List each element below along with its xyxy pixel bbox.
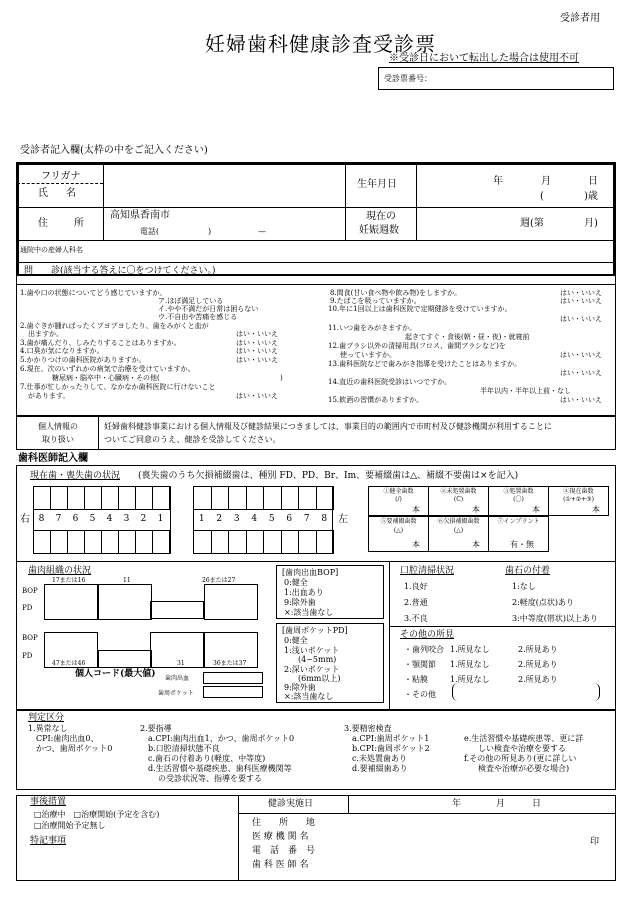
obgyn-label: 通院中の産婦人科名 <box>20 246 83 254</box>
exam-date-field[interactable] <box>352 797 612 812</box>
tooth-cell-upper-left[interactable] <box>316 486 335 510</box>
tooth-number-left: 1 <box>198 514 205 524</box>
count-label: ⑥欠損補綴歯数 <box>437 518 480 525</box>
judgment-heading: 判定区分 <box>28 713 65 723</box>
question-8: 8.間食(甘い食べ物や飲み物)をしますか。 <box>330 289 462 297</box>
right-side-label: 右 <box>20 514 30 525</box>
phone-dash: — <box>258 227 266 236</box>
perio-cell-upper[interactable] <box>150 601 204 619</box>
transfer-notice: ※受診日において転出した場合は使用不可 <box>389 53 579 64</box>
judgment-detail-exam-item: 検査や治療が必要な場合) <box>478 764 570 773</box>
ticket-number-label: 受診票番号： <box>384 74 432 83</box>
tooth-cell-lower-right[interactable] <box>101 530 119 554</box>
address-label: 住 所 <box>38 218 92 229</box>
count-sublabel: (〇) <box>513 496 524 503</box>
tooth-cell-lower-left[interactable] <box>246 530 265 554</box>
pd-legend-item: (4~5mm) <box>298 655 337 664</box>
count-label: ⑤要補綴歯数 <box>380 518 417 525</box>
perio-row-label: PD <box>22 604 33 612</box>
age-suffix: )歳 <box>584 191 598 202</box>
perio-row-label: PD <box>22 652 33 660</box>
answer-q12[interactable]: はい・いいえ <box>560 351 602 359</box>
clinic-info-field[interactable] <box>340 816 580 876</box>
tooth-number-left: 7 <box>303 514 310 524</box>
count-label: ⑦インプラント <box>497 518 540 525</box>
judgment-normal-item[interactable]: 1.異常なし <box>28 724 68 733</box>
questionnaire-heading: 問 診(該当する答えに〇をつけてください。) <box>24 266 216 276</box>
pd-legend-item: ×:該当歯なし <box>284 692 334 701</box>
bop-legend-title: [歯肉出血BOP] <box>282 568 339 577</box>
question-10: 10.年に1回以上は歯科医院で定期健診を受けていますか。 <box>328 305 512 313</box>
answer-q2[interactable]: はい・いいえ <box>236 330 278 338</box>
birthdate-month-label: 月 <box>541 176 551 187</box>
tooth-cell-upper-left[interactable] <box>263 486 282 510</box>
judgment-guidance-item: c.歯石の付着あり(軽度、中等度) <box>148 754 266 763</box>
question-1-option-b[interactable]: イ.やや不満だが日常は困らない <box>158 305 259 313</box>
calculus-heading: 歯石の付着 <box>505 566 551 576</box>
tooth-number-left: 2 <box>216 514 223 524</box>
privacy-text-1: 妊婦歯科健診事業における個人情報及び健診結果につきましては、事業目的の範囲内で市町村及び健診機関が利用することに <box>104 422 552 431</box>
other-finding-label: ・その他 <box>404 690 436 699</box>
form-title: 妊婦歯科健康診査受診票 <box>205 32 436 56</box>
tooth-cell-lower-right[interactable] <box>84 530 102 554</box>
question-3: 3.歯が痛んだり、しみたりすることはありますか。 <box>20 339 181 347</box>
bop-legend-item: 9:除外歯 <box>284 598 316 607</box>
cleaning-option[interactable]: 2.普通 <box>404 598 428 607</box>
tooth-cell-lower-left[interactable] <box>228 530 247 554</box>
tooth-cell-upper-right[interactable] <box>84 486 102 510</box>
count-sublabel: (△) <box>393 527 404 534</box>
exam-day-label: 日 <box>532 799 542 809</box>
tooth-cell-upper-right[interactable] <box>33 486 51 510</box>
question-9: 9.たばこを吸っていますか。 <box>330 297 421 305</box>
judgment-detail-exam-item: b.CPI:歯周ポケット2 <box>352 744 430 753</box>
question-11: 11.いつ歯をみがきますか。 <box>328 324 417 332</box>
judgment-detail-exam-item: d.要補綴歯あり <box>352 764 408 773</box>
calculus-option[interactable]: 3:中等度(帯状)以上あり <box>512 614 599 623</box>
answer-q13[interactable]: はい・いいえ <box>560 369 602 377</box>
tooth-cell-lower-right[interactable] <box>33 530 51 554</box>
tooth-cell-lower-right[interactable] <box>118 530 136 554</box>
question-4: 4.口臭が気になりますか。 <box>20 347 104 355</box>
perio-label-lower-center: 31 <box>177 660 185 667</box>
count-sublabel: (/) <box>395 496 402 503</box>
answer-q3[interactable]: はい・いいえ <box>236 339 278 347</box>
perio-heading: 歯肉組織の状況 <box>28 566 92 576</box>
bop-legend-item: ×:該当歯なし <box>284 608 334 617</box>
birthdate-day-label: 日 <box>588 176 598 187</box>
judgment-detail-exam-item[interactable]: 3.要精密検査 <box>344 724 392 733</box>
judgment-guidance-item[interactable]: 2.要指導 <box>140 724 172 733</box>
followup-heading: 事後措置 <box>30 797 67 807</box>
judgment-guidance-item: a.CPI:歯肉出血1、かつ、歯周ポケット0 <box>148 734 295 743</box>
count-unit: 本 <box>472 505 480 514</box>
tooth-number-left: 6 <box>286 514 293 524</box>
furigana-label: フリガナ <box>41 171 81 182</box>
pd-legend-item: 9:除外歯 <box>284 683 316 692</box>
count-unit: 有・無 <box>510 540 534 549</box>
count-label: ③処置歯数 <box>503 488 534 495</box>
gingival-bleeding-label: 歯肉出血 <box>165 675 190 682</box>
tooth-number-left: 3 <box>233 514 240 524</box>
tooth-number-right: 7 <box>55 514 62 524</box>
exam-date-label: 健診実施日 <box>268 799 314 809</box>
perio-cell-upper[interactable] <box>44 584 98 620</box>
tooth-number-right: 1 <box>157 514 164 524</box>
seal-label: 印 <box>590 837 600 847</box>
perio-label-lower-left: 36または37 <box>213 660 247 667</box>
perio-cell-lower[interactable] <box>150 632 204 668</box>
judgment-detail-exam-item: c.未処置歯あり <box>352 754 408 763</box>
clinic-address-label: 住 所 地 <box>252 818 316 828</box>
perio-cell-upper[interactable] <box>98 584 152 620</box>
exam-month-label: 月 <box>496 799 506 809</box>
perio-label-upper-right: 17または16 <box>52 577 86 584</box>
tooth-cell-upper-right[interactable] <box>152 486 170 510</box>
tooth-cell-upper-left[interactable] <box>246 486 265 510</box>
question-5: 5.かかりつけの歯科医院がありますか。 <box>20 356 146 364</box>
phone-field[interactable] <box>165 226 205 238</box>
answer-q15[interactable]: はい・いいえ <box>560 396 602 404</box>
bop-legend-item: 1:出血あり <box>284 588 324 597</box>
answer-q5[interactable]: はい・いいえ <box>236 356 278 364</box>
tooth-cell-upper-right[interactable] <box>50 486 68 510</box>
tooth-number-left: 4 <box>251 514 258 524</box>
dentist-section-heading: 歯科医師記入欄 <box>18 453 88 464</box>
count-sublabel: (①+②+③) <box>563 496 594 503</box>
left-side-label: 左 <box>338 514 348 525</box>
count-label: ①健全歯数 <box>383 488 414 495</box>
judgment-detail-exam-item: e.生活習慣や基礎疾患等、更に詳 <box>464 734 584 743</box>
question-12: 12.歯ブラシ以外の清掃用具(フロス、歯間ブラシなど)を <box>328 342 506 350</box>
tooth-number-right: 3 <box>123 514 130 524</box>
question-13: 13.歯科医院などで歯みがき指導を受けたことはありますか。 <box>328 360 522 368</box>
other-findings-heading: その他の所見 <box>400 630 455 640</box>
cleaning-heading: 口腔清掃状況 <box>400 566 455 576</box>
tooth-cell-upper-left[interactable] <box>193 486 212 510</box>
question-7-cont: があります。 <box>28 392 70 400</box>
count-unit: 本 <box>412 505 420 514</box>
other-finding-label: ・顎関節 <box>404 660 436 669</box>
pd-legend-item: 2:深いポケット <box>284 665 340 674</box>
tooth-cell-upper-left[interactable] <box>281 486 300 510</box>
question-7: 7.仕事が忙しかったりして、なかなか歯科医院に行けないこと <box>20 383 216 391</box>
followup-option-2[interactable]: □治療開始予定無し <box>34 821 106 830</box>
tooth-cell-lower-right[interactable] <box>50 530 68 554</box>
tooth-cell-lower-left[interactable] <box>316 530 335 554</box>
age-paren-open: ( <box>540 191 544 202</box>
name-field[interactable] <box>106 165 342 205</box>
tooth-cell-lower-right[interactable] <box>152 530 170 554</box>
privacy-label-1: 個人情報の <box>38 422 78 431</box>
other-finding-none[interactable]: 1.所見なし <box>450 660 490 669</box>
question-12-cont: 使っていますか。 <box>340 351 396 359</box>
count-unit: 本 <box>532 505 540 514</box>
other-finding-label: ・歯列咬合 <box>404 645 444 654</box>
perio-cell-lower[interactable] <box>204 632 258 668</box>
answer-q8[interactable]: はい・いいえ <box>560 289 602 297</box>
calculus-option[interactable]: 2:軽度(点状)あり <box>512 598 575 607</box>
judgment-guidance-item: の受診状況等、指導を要する <box>158 774 262 783</box>
pd-legend-item: 0:健全 <box>284 636 308 645</box>
bop-legend-item: 0:健全 <box>284 578 308 587</box>
tooth-cell-lower-left[interactable] <box>263 530 282 554</box>
personal-code-label: 個人コード(最大値) <box>75 669 156 679</box>
count-label: ②未処置歯数 <box>440 488 477 495</box>
question-11-options[interactable]: 起きてすぐ・食後(朝・昼・夜)・就寝前 <box>405 333 530 341</box>
perio-cell-lower[interactable] <box>44 632 98 668</box>
answer-q10[interactable]: はい・いいえ <box>560 315 602 323</box>
tooth-cell-upper-right[interactable] <box>101 486 119 510</box>
perio-cell-upper[interactable] <box>204 584 258 620</box>
obgyn-field[interactable] <box>105 243 613 260</box>
perio-label-upper-left: 26または27 <box>202 577 236 584</box>
privacy-text-2: ついてご同意のうえ、健診を受診してください。 <box>104 435 281 444</box>
form-usage-label: 受診者用 <box>560 13 600 24</box>
judgment-detail-exam-item: a.CPI:歯周ポケット1 <box>352 734 430 743</box>
count-unit: 本 <box>592 505 600 514</box>
cleaning-option[interactable]: 3.不良 <box>404 614 428 623</box>
name-label: 氏 名 <box>38 188 80 199</box>
special-notes-heading: 特記事項 <box>30 836 67 846</box>
count-unit: 本 <box>412 540 420 549</box>
perio-row-label: BOP <box>22 587 38 595</box>
pocket-code-field[interactable] <box>203 686 263 698</box>
question-14: 14.直近の歯科医院受診はいつですか。 <box>328 378 452 386</box>
answer-q9[interactable]: はい・いいえ <box>560 297 602 305</box>
count-sublabel: (C) <box>453 496 464 503</box>
question-1-option-a[interactable]: ア.ほぼ満足している <box>158 297 224 305</box>
tooth-cell-upper-left[interactable] <box>228 486 247 510</box>
teeth-note: (喪失歯のうち欠損補綴歯は、種別 FD、PD、Br、Im、要補綴歯は△、補綴不要歯は×を記入) <box>138 471 519 481</box>
tooth-number-right: 4 <box>106 514 113 524</box>
other-finding-label: ・粘膜 <box>404 675 428 684</box>
tooth-number-right: 5 <box>89 514 96 524</box>
count-unit: 本 <box>472 540 480 549</box>
judgment-detail-exam-item: f.その他の所見あり(更に詳しい <box>464 754 577 763</box>
perio-label-upper-center: 11 <box>123 577 131 584</box>
clinic-name-label: 医 療 機 関 名 <box>252 832 309 842</box>
question-6-diseases[interactable]: 糖尿病・脳卒中・心臓病・その他( <box>52 374 160 382</box>
other-finding-present[interactable]: 2.所見あり <box>518 675 558 684</box>
patient-section-heading: 受診者記入欄(太枠の中をご記入ください) <box>20 145 208 156</box>
tooth-cell-lower-right[interactable] <box>135 530 153 554</box>
question-6-close: ) <box>280 374 283 382</box>
question-2-cont: 出ますか。 <box>28 330 63 338</box>
tooth-cell-lower-right[interactable] <box>67 530 85 554</box>
tooth-number-right: 6 <box>72 514 79 524</box>
other-finding-none[interactable]: 1.所見なし <box>450 675 490 684</box>
other-finding-none[interactable]: 1.所見なし <box>450 645 490 654</box>
gestation-label-1: 現在の <box>366 211 396 222</box>
other-finding-present[interactable]: 2.所見あり <box>518 645 558 654</box>
gestation-month-label: 月) <box>584 218 598 229</box>
question-2: 2.歯ぐきが腫ればったくブヨブヨしたり、歯をみがくと血が <box>20 322 209 330</box>
gingival-bleeding-code-field[interactable] <box>203 672 263 684</box>
perio-row-label: BOP <box>22 634 38 642</box>
exam-year-label: 年 <box>452 799 462 809</box>
count-sublabel: (△) <box>453 527 464 534</box>
pd-legend-item: (6mm以上) <box>298 674 341 683</box>
calculus-option[interactable]: 1:なし <box>512 582 536 591</box>
question-15: 15.飲酒の習慣がありますか。 <box>328 396 424 404</box>
gestation-week-label: 週(第 <box>520 218 544 229</box>
perio-label-lower-right: 47または46 <box>52 660 86 667</box>
other-findings-field[interactable] <box>452 683 600 701</box>
dentist-name-label: 歯 科 医 師 名 <box>252 860 309 870</box>
followup-option-1[interactable]: □治療中 □治療開始(予定を含む) <box>34 810 160 819</box>
address-value: 高知県香南市 <box>110 210 170 221</box>
answer-q4[interactable]: はい・いいえ <box>236 347 278 355</box>
tooth-cell-upper-right[interactable] <box>67 486 85 510</box>
phone-label: 電話( <box>140 227 160 236</box>
perio-cell-lower[interactable] <box>98 650 152 668</box>
judgment-normal-item: CPI:歯肉出血0、 <box>36 734 99 743</box>
tooth-cell-lower-left[interactable] <box>281 530 300 554</box>
birthdate-label: 生年月日 <box>357 179 397 190</box>
tooth-number-right: 8 <box>38 514 45 524</box>
tooth-cell-lower-left[interactable] <box>211 530 230 554</box>
tooth-number-right: 2 <box>140 514 147 524</box>
question-1: 1.歯や口の状態についてどう感じていますか。 <box>20 289 167 297</box>
tooth-cell-lower-left[interactable] <box>298 530 317 554</box>
question-6: 6.現在、次のいずれかの病気で治療を受けていますか。 <box>20 365 195 373</box>
pocket-label: 歯周ポケット <box>158 690 194 697</box>
question-1-option-c[interactable]: ウ.不自由や苦痛を感じる <box>158 313 238 321</box>
gestation-label-2: 妊娠週数 <box>359 225 399 236</box>
tooth-cell-upper-left[interactable] <box>211 486 230 510</box>
tooth-cell-upper-right[interactable] <box>135 486 153 510</box>
judgment-guidance-item: d.生活習慣や基礎疾患、歯科医療機関等 <box>148 764 292 773</box>
teeth-heading: 現在歯・喪失歯の状況 <box>30 471 121 481</box>
tooth-number-left: 8 <box>321 514 328 524</box>
judgment-detail-exam-item: しい検査や治療を要する <box>478 744 566 753</box>
judgment-normal-item: かつ、歯周ポケット0 <box>36 744 113 753</box>
pd-legend-item: 1:浅いポケット <box>284 646 340 655</box>
other-finding-present[interactable]: 2.所見あり <box>518 660 558 669</box>
address-field[interactable] <box>180 209 342 225</box>
tooth-number-left: 5 <box>268 514 275 524</box>
pd-legend-title: [歯周ポケットPD] <box>282 626 348 635</box>
tooth-cell-lower-left[interactable] <box>193 530 212 554</box>
count-label: ④現在歯数 <box>563 488 594 495</box>
tooth-cell-upper-left[interactable] <box>298 486 317 510</box>
cleaning-option[interactable]: 1.良好 <box>404 582 428 591</box>
tooth-cell-upper-right[interactable] <box>118 486 136 510</box>
question-14-options[interactable]: 半年以内・半年以上前・なし <box>480 387 571 395</box>
phone-close: ) <box>208 227 212 236</box>
birthdate-year-label: 年 <box>493 176 503 187</box>
judgment-guidance-item: b.口腔清掃状態不良 <box>148 744 220 753</box>
special-notes-field[interactable] <box>20 848 234 878</box>
privacy-label-2: 取り扱い <box>42 435 74 444</box>
answer-q7[interactable]: はい・いいえ <box>236 392 278 400</box>
clinic-phone-label: 電 話 番 号 <box>252 846 316 856</box>
